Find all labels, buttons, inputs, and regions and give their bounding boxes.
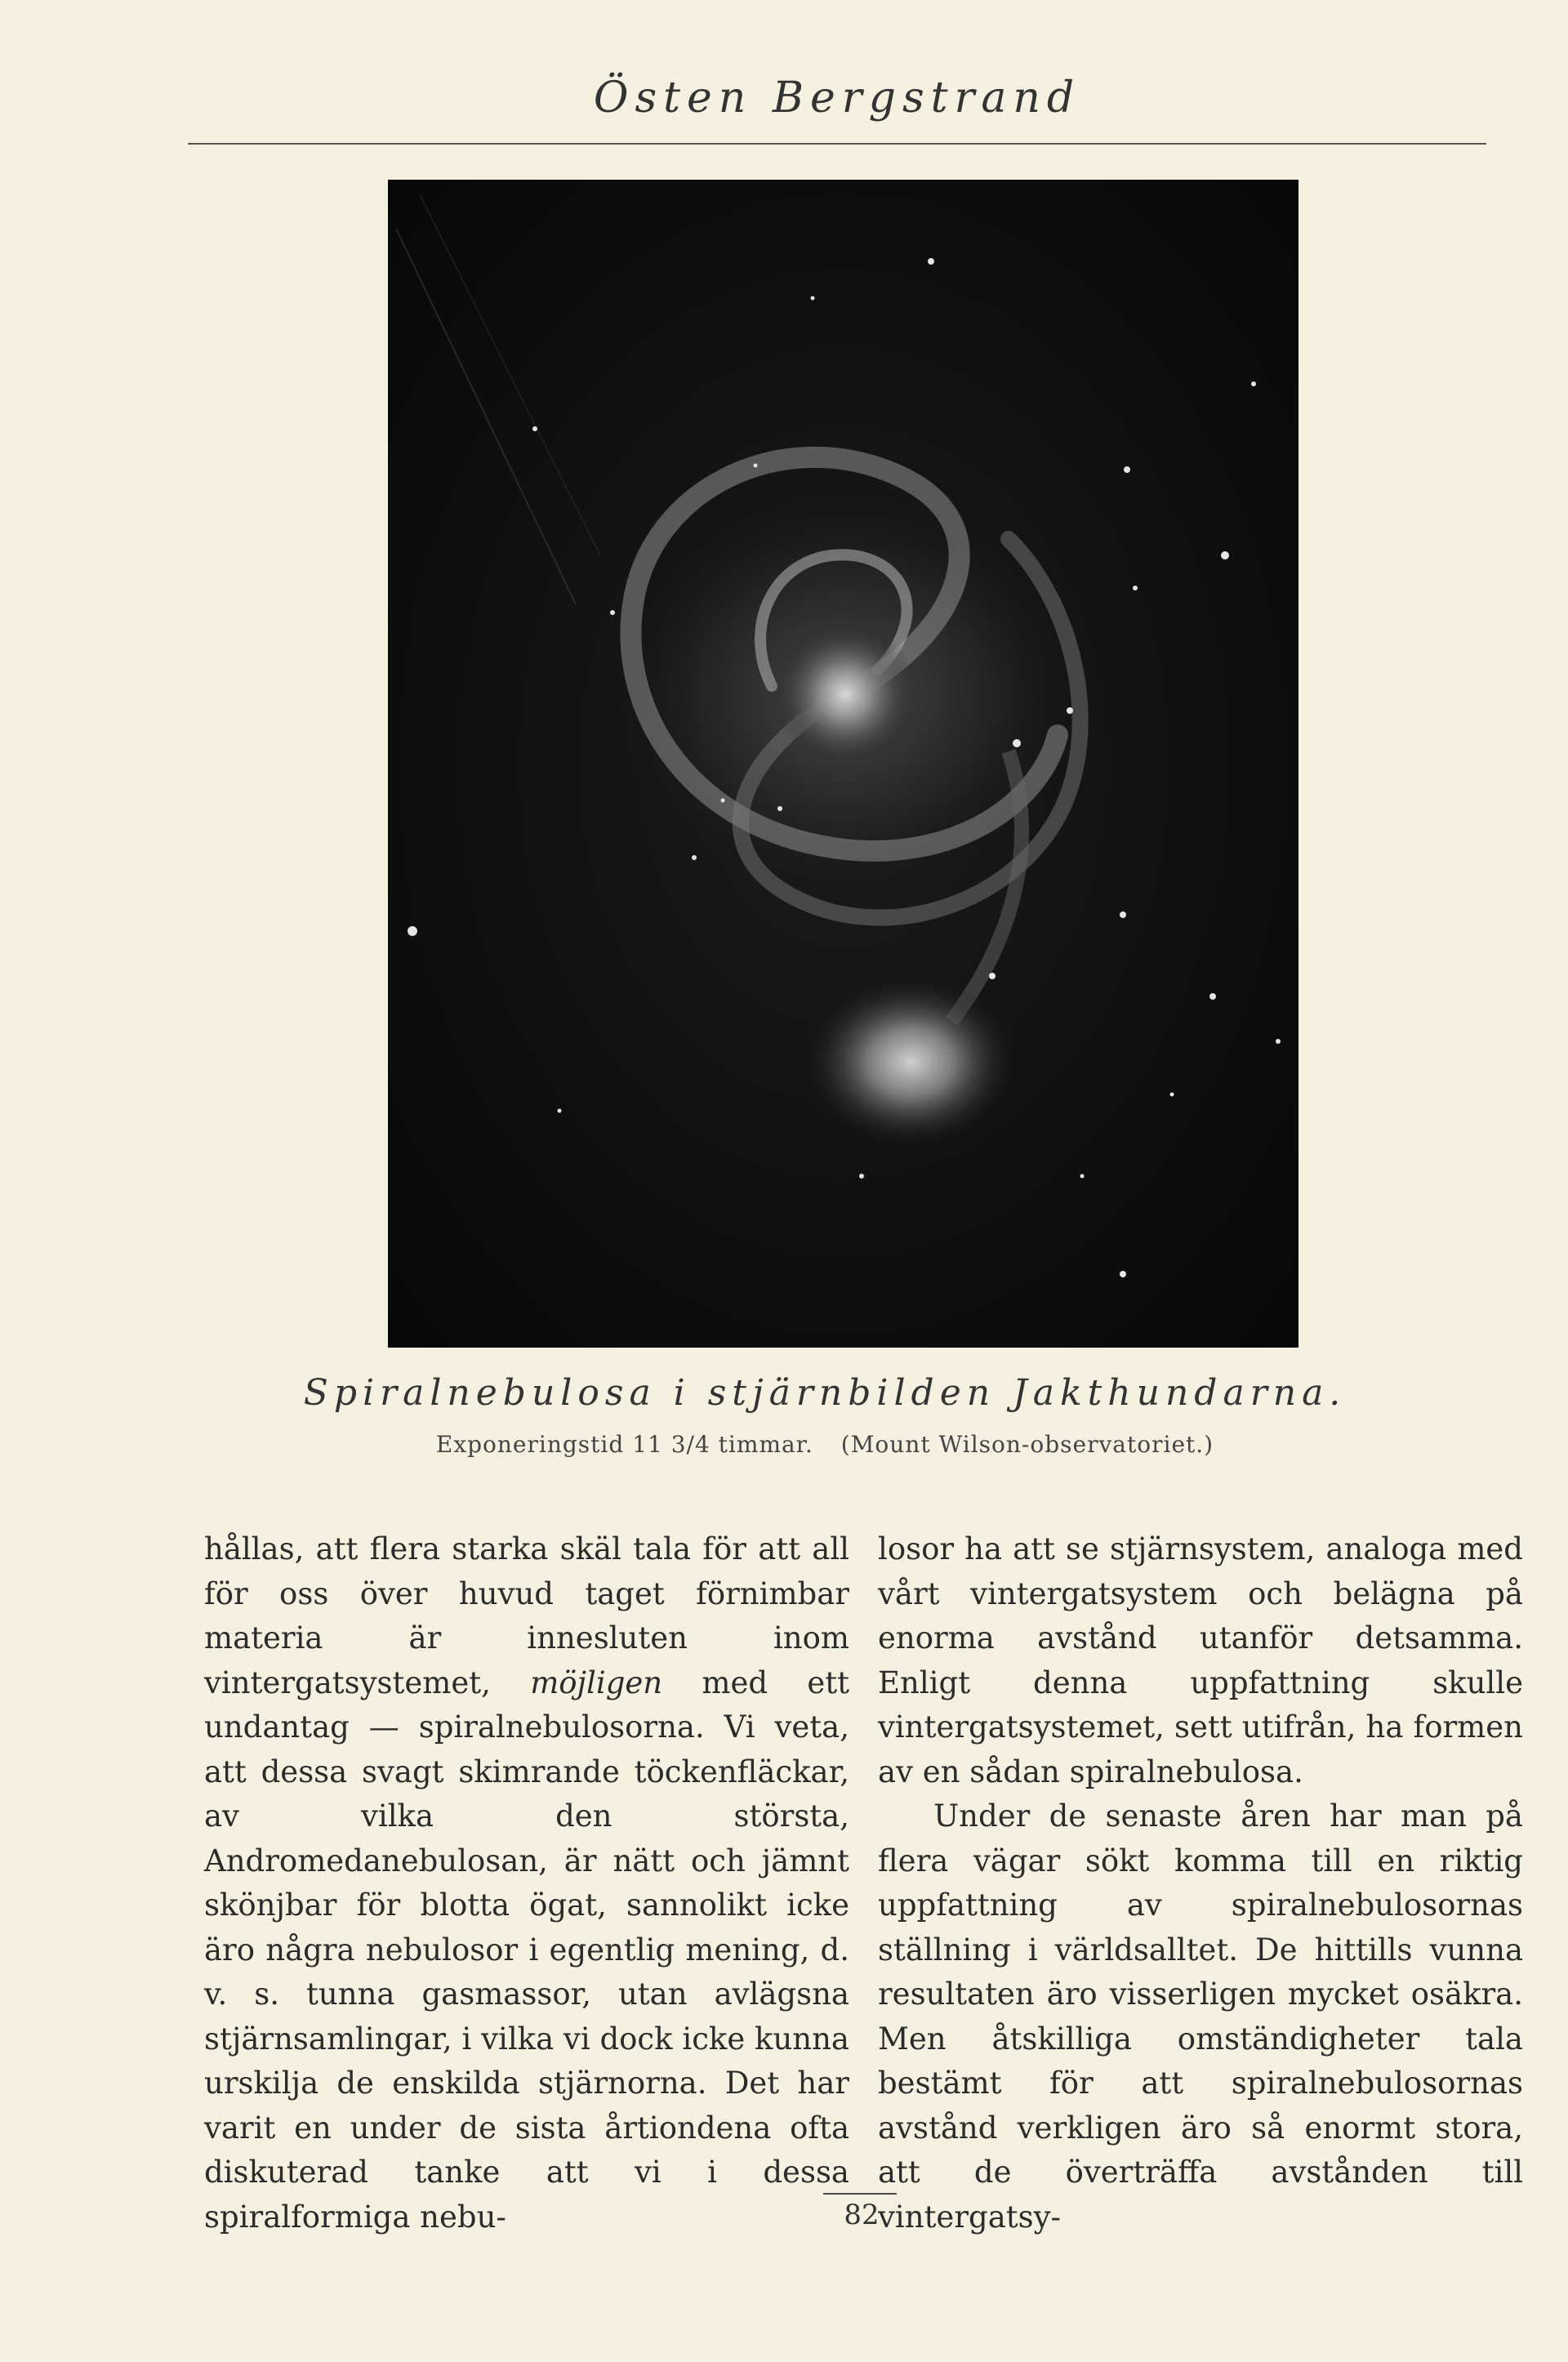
paragraph-right-1: losor ha att se stjärnsystem, analoga med vårt vintergatsystem och belägna på enorma avstånd utanför detsamma. Enligt denna uppfattning skulle vintergatsystemet, sett utifrån, ha formen av en sådan spiralnebulosa. (878, 1531, 1523, 1789)
text-run: hållas, att flera starka skäl tala för att all för oss över huvud taget förnimbar materia är innesluten inom vintergatsystemet, (204, 1531, 849, 1700)
figure-credit-line (245, 1431, 1405, 1458)
text-column-right (878, 1527, 1523, 2239)
folio-rule (823, 2193, 897, 2195)
paragraph-left (204, 1527, 849, 2239)
exposure-time: Exponeringstid 11 3/4 timmar. (435, 1431, 813, 1458)
text-run: med ett undantag — spiralnebulosorna. Vi veta, att dessa svagt skimrande töckenfläckar, av vilka den största, Andromedanebulosan, är nätt och jämnt skönjbar för blotta ögat, sannolikt icke äro några nebulosor i egentlig mening, d. v. s. tunna gasmassor, utan avlägsna stjärnsamlingar, i vilka vi dock icke kunna urskilja de enskilda stjärnorna. Det har varit en under de sista årtiondena ofta diskuterad tanke att vi i dessa spiralformiga nebu- (204, 1665, 849, 2235)
figure-caption: Spiralnebulosa i stjärnbilden Jakthundarna. (303, 1372, 1347, 1414)
paragraph-right-2: Under de senaste åren har man på flera vägar sökt komma till en riktig uppfattning av spiralnebulosornas ställning i världsalltet. De hittills vunna resultaten äro visserligen mycket osäkra. Men åtskilliga omständigheter tala bestämt för att spiralnebulosornas avstånd verkligen äro så enormt stora, att de överträffa avstånden till vintergatsy- (878, 1798, 1523, 2235)
running-head-author: Östen Bergstrand (593, 74, 1081, 123)
header-rule (188, 143, 1486, 145)
page-number: 82 (844, 2199, 880, 2231)
galaxy-photograph (388, 180, 1298, 1348)
emphasized-word: möjligen (530, 1665, 663, 1700)
text-column-left (204, 1527, 849, 2239)
observatory-credit: (Mount Wilson-observatoriet.) (840, 1431, 1214, 1458)
galaxy-illustration (388, 180, 1298, 1348)
